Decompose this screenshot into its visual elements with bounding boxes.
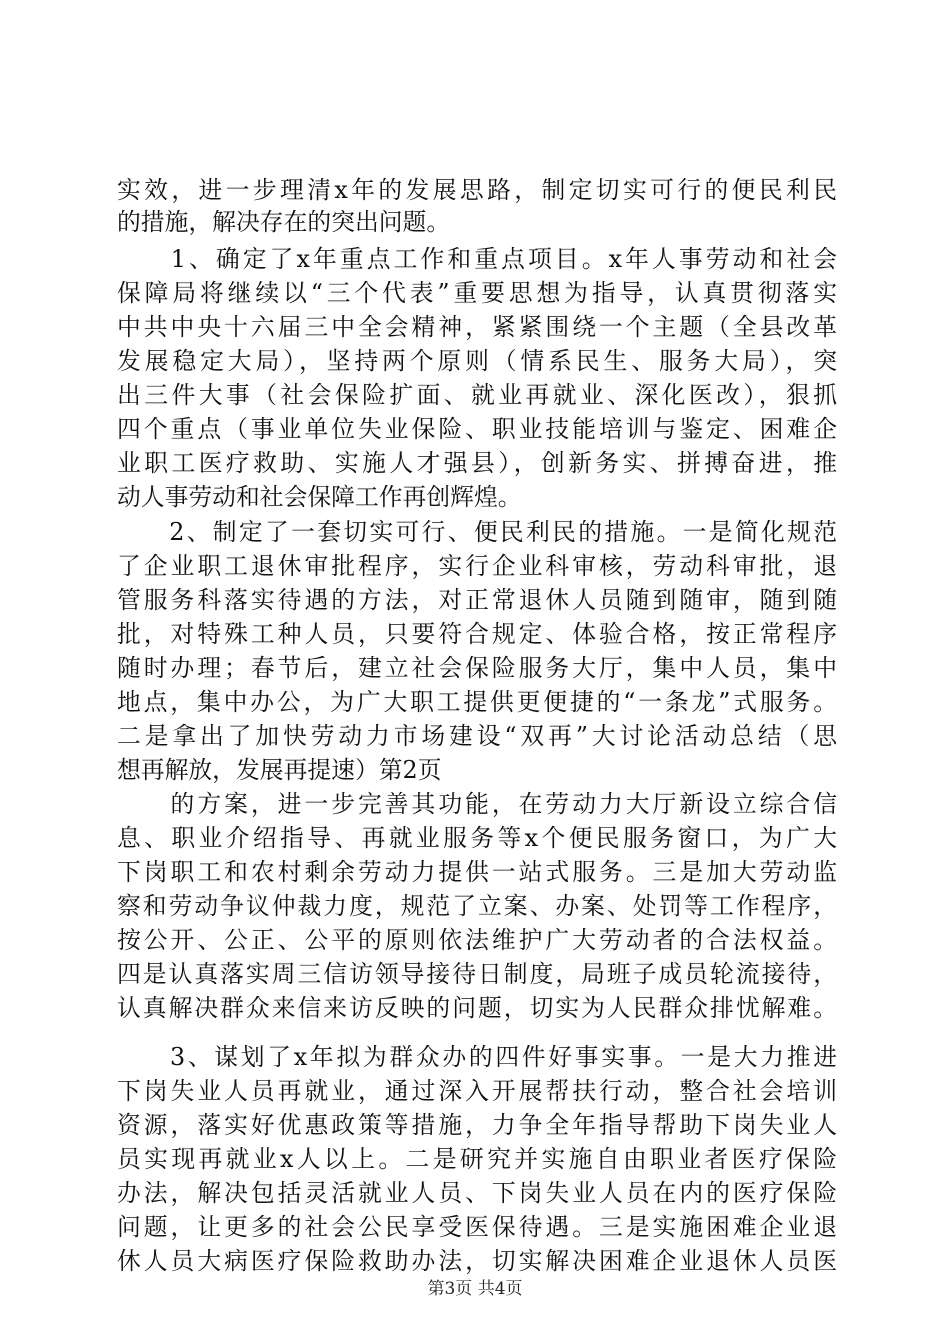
page-footer: 第3页 共4页 (427, 1279, 523, 1299)
text-line: 3、谋划了x年拟为群众办的四件好事实事。一是大力推进 (117, 1043, 837, 1071)
text-line: 了企业职工退休审批程序，实行企业科审核，劳动科审批，退 (117, 552, 837, 580)
text-line: 四个重点（事业单位失业保险、职业技能培训与鉴定、困难企 (117, 415, 837, 443)
text-line: 业职工医疗救助、实施人才强县），创新务实、拼搏奋进，推 (117, 449, 837, 477)
text-line: 实效，进一步理清x年的发展思路，制定切实可行的便民利民 (117, 176, 837, 204)
text-line: 息、职业介绍指导、再就业服务等x个便民服务窗口，为广大 (117, 824, 837, 852)
text-line: 察和劳动争议仲裁力度，规范了立案、办案、处罚等工作程序， (117, 892, 837, 920)
text-line: 办法，解决包括灵活就业人员、下岗失业人员在内的医疗保险 (117, 1179, 837, 1207)
text-line: 的措施，解决存在的突出问题。 (117, 208, 451, 236)
text-line: 下岗失业人员再就业，通过深入开展帮扶行动，整合社会培训 (117, 1077, 837, 1105)
text-line: 员实现再就业x人以上。二是研究并实施自由职业者医疗保险 (117, 1145, 837, 1173)
text-line: 保障局将继续以“三个代表”重要思想为指导，认真贯彻落实 (117, 279, 837, 307)
text-line: 四是认真落实周三信访领导接待日制度，局班子成员轮流接待， (117, 960, 837, 988)
text-line: 下岗职工和农村剩余劳动力提供一站式服务。三是加大劳动监 (117, 858, 837, 886)
text-line: 问题，让更多的社会公民享受医保待遇。三是实施困难企业退 (117, 1213, 837, 1241)
text-line: 地点，集中办公，为广大职工提供更便捷的“一条龙”式服务。 (117, 688, 837, 716)
text-line: 的方案，进一步完善其功能，在劳动力大厅新设立综合信 (117, 790, 837, 818)
text-line: 2、制定了一套切实可行、便民利民的措施。一是简化规范 (117, 518, 837, 546)
text-line: 二是拿出了加快劳动力市场建设“双再”大讨论活动总结（思 (117, 722, 837, 750)
text-line: 认真解决群众来信来访反映的问题，切实为人民群众排忧解难。 (117, 994, 837, 1022)
text-line: 随时办理；春节后，建立社会保险服务大厅，集中人员，集中 (117, 654, 837, 682)
text-line: 发展稳定大局），坚持两个原则（情系民生、服务大局），突 (117, 347, 837, 375)
text-line: 想再解放，发展再提速）第2页 (117, 756, 442, 784)
text-line: 资源，落实好优惠政策等措施，力争全年指导帮助下岗失业人 (117, 1111, 837, 1139)
text-line: 按公开、公正、公平的原则依法维护广大劳动者的合法权益。 (117, 926, 837, 954)
text-line: 1、确定了x年重点工作和重点项目。x年人事劳动和社会 (117, 245, 837, 273)
text-line: 休人员大病医疗保险救助办法，切实解决困难企业退休人员医 (117, 1247, 837, 1275)
text-line: 管服务科落实待遇的方法，对正常退休人员随到随审，随到随 (117, 586, 837, 614)
text-line: 动人事劳动和社会保障工作再创辉煌。 (117, 483, 522, 511)
text-line: 出三件大事（社会保险扩面、就业再就业、深化医改），狠抓 (117, 381, 837, 409)
text-line: 中共中央十六届三中全会精神，紧紧围绕一个主题（全县改革 (117, 313, 837, 341)
text-line: 批，对特殊工种人员，只要符合规定、体验合格，按正常程序 (117, 620, 837, 648)
